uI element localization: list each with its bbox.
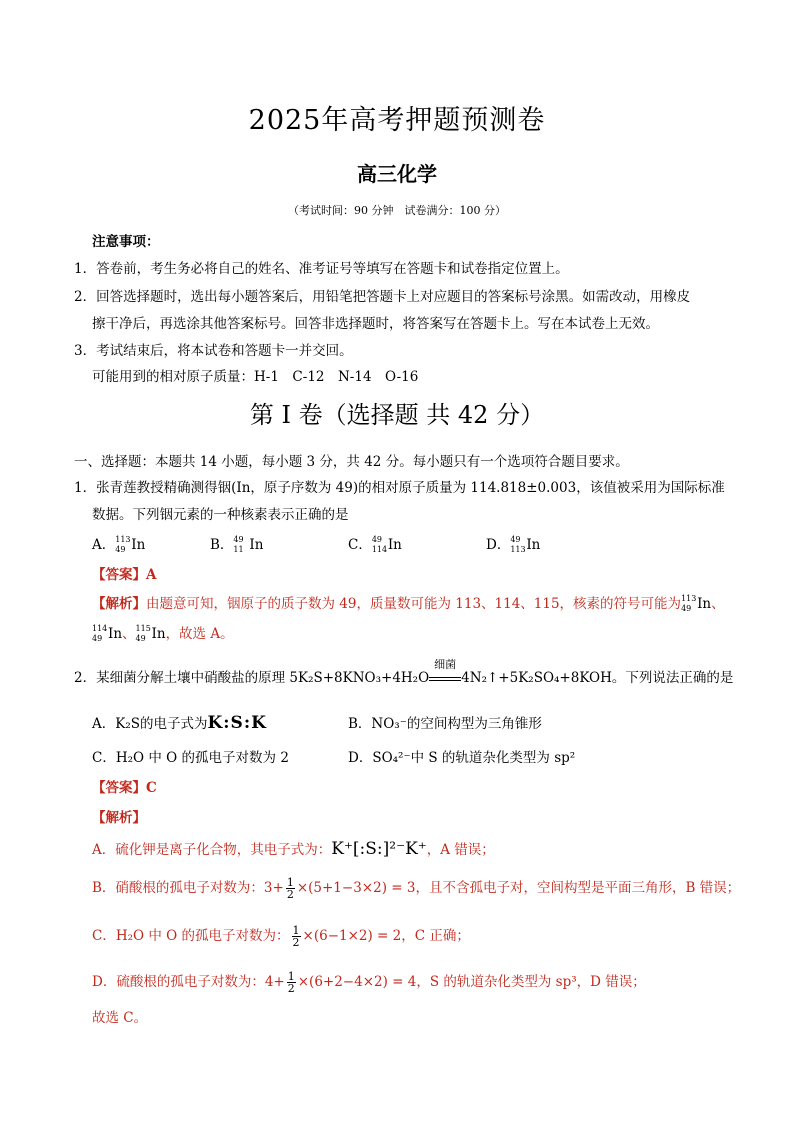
q2-explanation-a: A．硫化钾是离子化合物，其电子式为：K⁺[:S:]²⁻K⁺，A 错误； <box>92 839 495 859</box>
section-intro: 一、选择题：本题共 14 小题，每小题 3 分，共 42 分。每小题只有一个选项符合题目要求。 <box>74 454 629 470</box>
page-title: 2025年高考押题预测卷 <box>248 105 546 136</box>
section-title: 第 I 卷（选择题 共 42 分） <box>249 401 545 429</box>
note-2-line2: 擦干净后，再选涂其他答案标号。回答非选择题时，将答案写在答题卡上。写在本试卷上无效。 <box>92 316 659 332</box>
q1-analysis-line1: 【解析】由题意可知，铟原子的质子数为 49，质量数可能为 113、114、115，核素的符号可能为 113 49 In、 <box>92 593 725 613</box>
q2-explanation-d: D．硫酸根的孤电子对数为：4+ $\frac{1}{2}$ ×(6+2−4×2) = 4，S 的轨道杂化类型为 sp³，D 错误； <box>92 970 646 995</box>
q2-stem: 2．某细菌分解土壤中硝酸盐的原理 5K₂S+8KNO₃+4H₂O 细菌 4N₂↑+5K₂SO₄+8KOH。下列说法正确的是 <box>74 658 734 686</box>
q2-equation-left: 5K₂S+8KNO₃+4H₂O <box>289 670 430 686</box>
q2-analysis-label: 【解析】 <box>92 810 146 826</box>
q1-option-d: D． 49 113 In <box>486 534 541 554</box>
q2-option-b: B．NO₃⁻的空间构型为三角锥形 <box>348 716 542 732</box>
q2-option-a: A．K₂S的电子式为K:S:K <box>92 713 267 733</box>
q1-option-c: C． 49 114 In <box>348 534 402 554</box>
q2-explanation-c: C．H₂O 中 O 的孤电子对数为： $\frac{1}{2}$ ×(6−1×2) = 2，C 正确； <box>92 924 470 949</box>
q2-option-c: C．H₂O 中 O 的孤电子对数为 2 <box>92 750 289 766</box>
q1-option-a: A． 113 49 In <box>92 534 146 554</box>
note-3: 3．考试结束后，将本试卷和答题卡一并交回。 <box>74 343 353 359</box>
exam-info: （考试时间：90 分钟 试卷满分：100 分） <box>288 204 506 217</box>
q1-answer: 【答案】A <box>92 567 157 583</box>
q1-stem-line1: 1．张青莲教授精确测得铟(In，原子序数为 49)的相对原子质量为 114.818±0.003，该值被采用为国际标准 <box>74 480 725 496</box>
q1-stem-line2: 数据。下列铟元素的一种核素表示正确的是 <box>92 507 349 523</box>
q2-equation-arrow: 细菌 <box>429 670 461 686</box>
q2-answer: 【答案】C <box>92 780 157 796</box>
q2-option-d: D．SO₄²⁻中 S 的轨道杂化类型为 sp² <box>348 750 576 766</box>
page-subtitle: 高三化学 <box>357 162 437 186</box>
note-2-line1: 2．回答选择题时，选出每小题答案后，用铅笔把答题卡上对应题目的答案标号涂黑。如需改动，用橡皮 <box>74 289 691 305</box>
q2-conclusion: 故选 C。 <box>92 1010 148 1026</box>
q1-analysis-line2: 114 49 In、 115 49 In，故选 A。 <box>92 623 234 643</box>
notes-heading: 注意事项： <box>92 234 160 250</box>
atomic-mass-list: 可能用到的相对原子质量：H-1 C-12 N-14 O-16 <box>92 369 419 385</box>
q2-explanation-b: B．硝酸根的孤电子对数为：3+ $\frac{1}{2}$ ×(5+1−3×2) = 3，且不含孤电子对，空间构型是平面三角形，B 错误； <box>92 876 741 901</box>
note-1: 1．答卷前，考生务必将自己的姓名、准考证号等填写在答题卡和试卷指定位置上。 <box>74 261 569 277</box>
q1-option-b: B． 49 11 In <box>210 534 264 554</box>
q2-equation-right: 4N₂↑+5K₂SO₄+8KOH <box>461 670 612 686</box>
